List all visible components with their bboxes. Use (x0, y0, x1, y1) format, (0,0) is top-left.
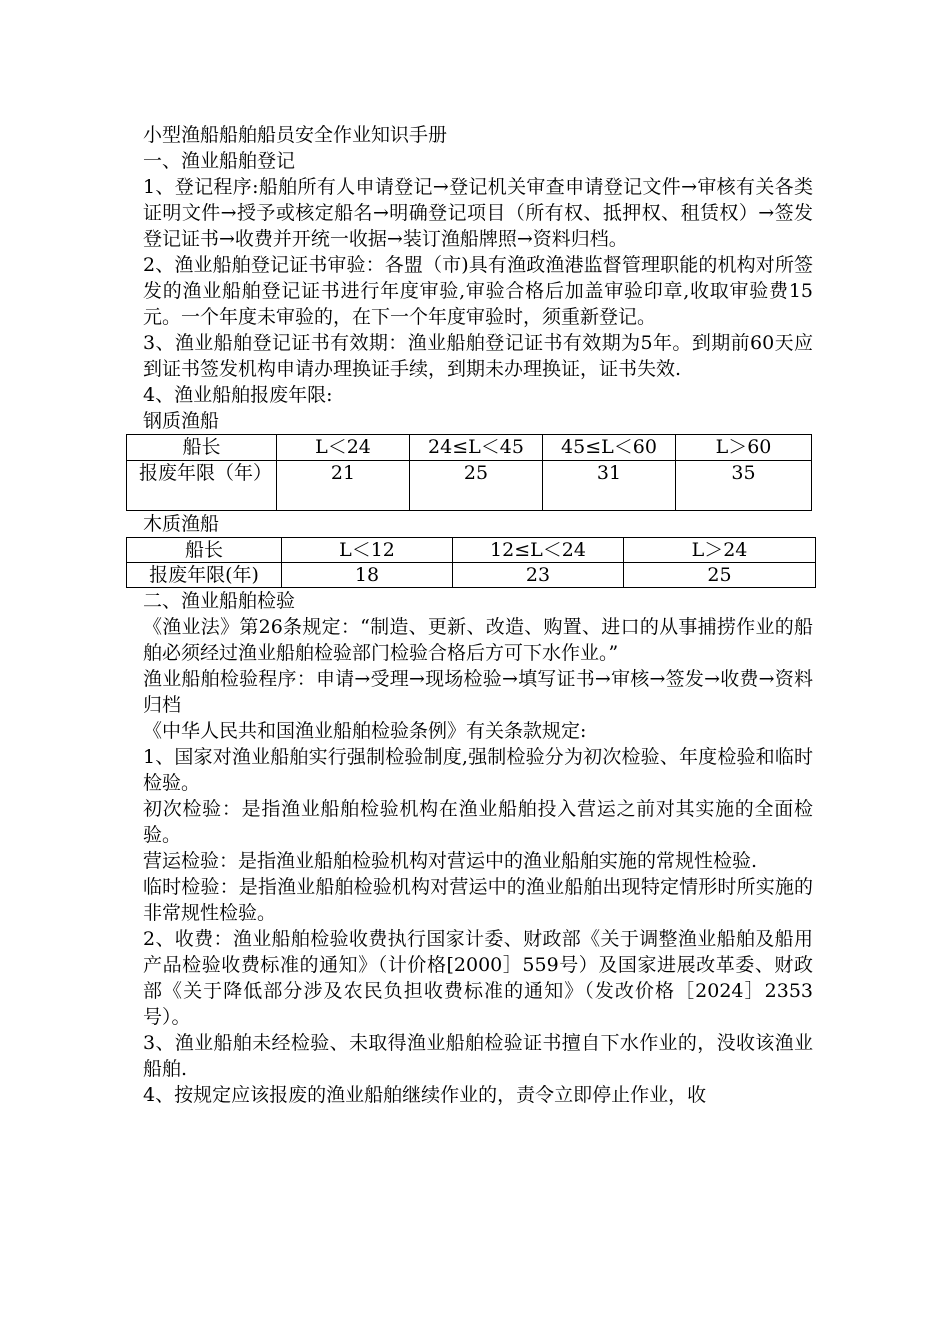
mandatory-inspection: 1、国家对渔业船舶实行强制检验制度,强制检验分为初次检验、年度检验和临时检验。 (143, 746, 813, 794)
table-cell: 船长 (127, 538, 282, 563)
table-row (127, 538, 816, 563)
certificate-validity: 3、渔业船舶登记证书有效期：渔业船舶登记证书有效期为5年。到期前60天应到证书签发机构申请办理换证手续，到期未办理换证，证书失效. (143, 332, 813, 380)
table-row (127, 563, 816, 588)
table-cell: 12≤L＜24 (453, 538, 624, 563)
table-cell: 35 (676, 461, 812, 511)
table-cell: 25 (410, 461, 543, 511)
scrapped-vessel-penalty: 4、按规定应该报废的渔业船舶继续作业的，责令立即停止作业，收 (143, 1084, 707, 1106)
table-cell: L＞60 (676, 435, 812, 461)
certificate-review: 2、渔业船舶登记证书审验：各盟（市)具有渔政渔港监督管理职能的机构对所签发的渔业船舶登记证书进行年度审验,审验合格后加盖审验印章,收取审验费15元。一个年度未审验的，在下一个年度审验时，须重新登记。 (143, 254, 813, 328)
table-cell: 18 (282, 563, 453, 588)
table-cell: L＞24 (624, 538, 816, 563)
regulation-intro: 《中华人民共和国渔业船舶检验条例》有关条款规定: (143, 720, 587, 742)
table-cell: 船长 (127, 435, 277, 461)
initial-inspection: 初次检验：是指渔业船舶检验机构在渔业船舶投入营运之前对其实施的全面检验。 (143, 798, 813, 846)
registration-procedure: 1、登记程序:船舶所有人申请登记→登记机关审查申请登记文件→审核有关各类证明文件→授予或核定船名→明确登记项目（所有权、抵押权、租赁权）→签发登记证书→收费并开统一收据→装订渔船牌照→资料归档。 (143, 176, 813, 250)
table-cell: 报废年限(年) (127, 563, 282, 588)
scrap-age-heading: 4、渔业船舶报废年限: (143, 384, 333, 406)
steel-vessel-caption: 钢质渔船 (143, 410, 220, 432)
table-cell: 23 (453, 563, 624, 588)
table-row (127, 435, 812, 461)
wood-vessel-table (126, 537, 816, 588)
table-cell: 24≤L＜45 (410, 435, 543, 461)
temporary-inspection: 临时检验：是指渔业船舶检验机构对营运中的渔业船舶出现特定情形时所实施的非常规性检验。 (143, 876, 813, 924)
table-cell: L＜24 (277, 435, 410, 461)
table-cell: 45≤L＜60 (543, 435, 676, 461)
section-1-heading: 一、渔业船舶登记 (143, 150, 296, 172)
doc-title: 小型渔船船舶船员安全作业知识手册 (143, 124, 448, 146)
table-row (127, 461, 812, 511)
fishery-law-article: 《渔业法》第26条规定：“制造、更新、改造、购置、进口的从事捕捞作业的船舶必须经过渔业船舶检验部门检验合格后方可下水作业。” (143, 616, 813, 664)
section-2-heading: 二、渔业船舶检验 (143, 590, 296, 612)
table-cell: 25 (624, 563, 816, 588)
table-cell: 报废年限（年） (127, 461, 277, 511)
table-cell: 21 (277, 461, 410, 511)
inspection-fees: 2、收费：渔业船舶检验收费执行国家计委、财政部《关于调整渔业船舶及船用产品检验收费标准的通知》（计价格[2000］559号）及国家进展改革委、财政部《关于降低部分涉及农民负担收费标准的通知》（发改价格［2024］2353号）。 (143, 928, 813, 1028)
operational-inspection: 营运检验：是指渔业船舶检验机构对营运中的渔业船舶实施的常规性检验. (143, 850, 758, 872)
uninspected-penalty: 3、渔业船舶未经检验、未取得渔业船舶检验证书擅自下水作业的，没收该渔业船舶. (143, 1032, 813, 1080)
steel-vessel-table (126, 434, 812, 511)
table-cell: 31 (543, 461, 676, 511)
table-cell: L＜12 (282, 538, 453, 563)
document-page (139, 122, 813, 1108)
inspection-procedure: 渔业船舶检验程序：申请→受理→现场检验→填写证书→审核→签发→收费→资料归档 (143, 668, 813, 716)
wood-vessel-caption: 木质渔船 (143, 513, 220, 535)
